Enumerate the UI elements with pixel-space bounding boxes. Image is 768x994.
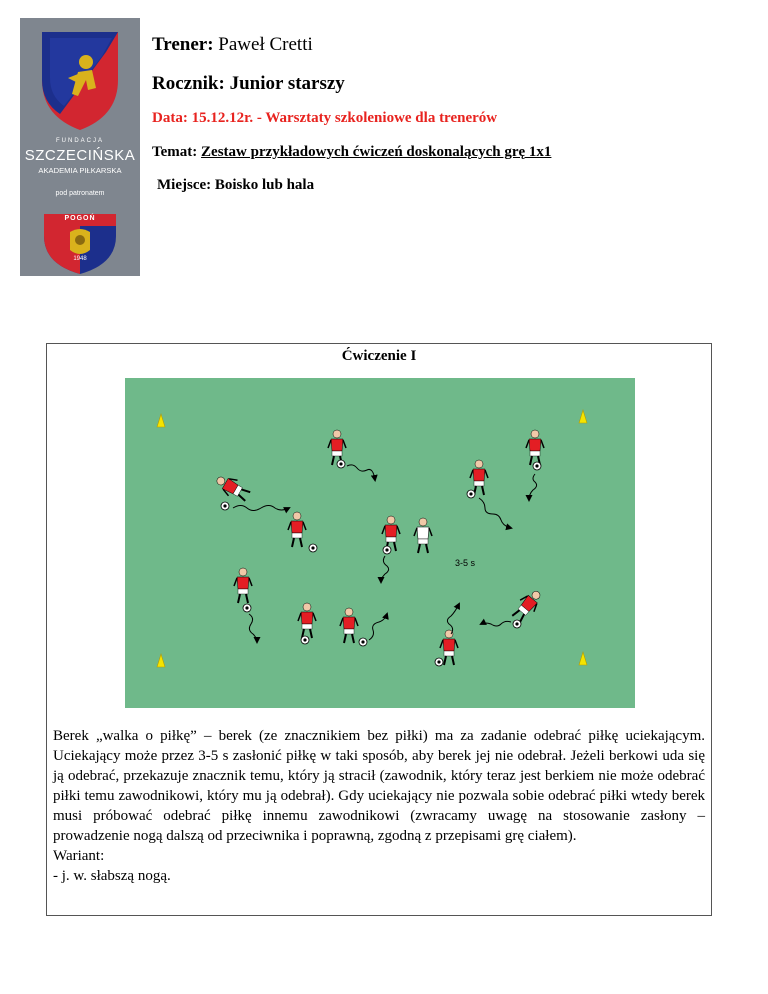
year-group-line: Rocznik: Junior starszy xyxy=(152,73,345,94)
logo-name-line2: AKADEMIA PIŁKARSKA xyxy=(38,166,122,175)
ball-icon xyxy=(533,462,541,470)
trainer-label: Trener: xyxy=(152,34,214,55)
ball-icon xyxy=(243,604,251,612)
date-line: Data: 15.12.12r. - Warsztaty szkoleniowe dla trenerów xyxy=(152,110,498,126)
exercise-box xyxy=(46,343,712,916)
exercise-title: Ćwiczenie I xyxy=(341,348,417,364)
logo-club-name: POGOŃ xyxy=(64,215,96,222)
ball-icon xyxy=(383,546,391,554)
topic-line xyxy=(152,144,551,161)
time-label: 3-5 s xyxy=(455,558,476,568)
ball-icon xyxy=(467,490,475,498)
variant-text: - j. w. słabszą nogą. xyxy=(53,868,171,884)
ball-icon xyxy=(309,544,317,552)
exercise-description xyxy=(53,726,705,886)
logo-foundation-label: FUNDACJA xyxy=(55,138,104,144)
description-paragraph: Berek „walka o piłkę” – berek (ze znacznikiem bez piłki) ma za zadanie odebrać piłkę uciekającym. Uciekający może przez 3-5 s zasłonić piłkę w taki sposób, aby berek jej nie odebrał. Jeżeli berkowi uda się ją odebrać, przekazuje znacznik temu, który ją stracił (zawodnik, który teraz jest berkiem nie może odebrać piłki temu zawodnikowi, który mu ją odebrał). Gdy uciekający nie pozwala sobie odebrać piłki wtedy berek musi próbować odebrać piłkę innemu zawodnikowi (zwracamy uwagę na stosowanie zasłony – prowadzenie nogą dalszą od przeciwnika i poprawną, zgodną z przepisami grę ciałem). xyxy=(53,728,705,844)
ball-icon xyxy=(337,460,345,468)
place-line: Miejsce: Boisko lub hala xyxy=(157,177,315,193)
variant-label: Wariant: xyxy=(53,848,105,864)
ball-icon xyxy=(435,658,443,666)
logo-patron-label: pod patronatem xyxy=(55,190,105,197)
ball-icon xyxy=(359,638,367,646)
topic-label: Temat: xyxy=(152,144,198,160)
ball-icon xyxy=(221,502,229,510)
trainer-name: Paweł Cretti xyxy=(218,34,313,55)
pitch-diagram xyxy=(125,378,635,708)
ball-icon xyxy=(301,636,309,644)
topic-value: Zestaw przykładowych ćwiczeń doskonalących grę 1x1 xyxy=(201,144,552,160)
academy-logo xyxy=(20,18,140,276)
logo-name-line1: SZCZECIŃSKA xyxy=(24,147,136,164)
trainer-line xyxy=(152,34,313,56)
logo-club-year: 1948 xyxy=(73,256,87,262)
ball-icon xyxy=(513,620,521,628)
pitch-field xyxy=(125,378,635,708)
